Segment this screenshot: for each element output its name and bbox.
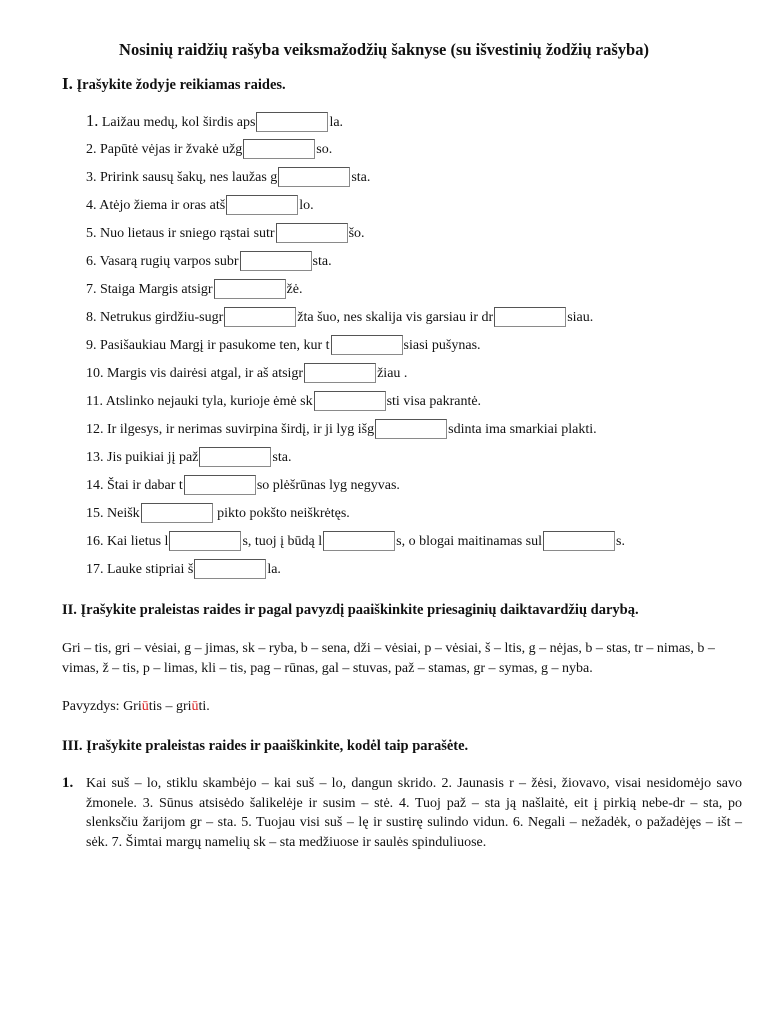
answer-box[interactable] xyxy=(224,307,296,327)
exercise-text: žė. xyxy=(286,282,303,297)
section-2-example xyxy=(62,697,742,717)
answer-box[interactable] xyxy=(240,251,312,271)
answer-box[interactable] xyxy=(184,475,256,495)
example-highlight: ū xyxy=(141,699,149,714)
exercise-text: siasi pušynas. xyxy=(403,338,481,353)
exercise-number: 11. xyxy=(86,394,103,409)
page-title: Nosinių raidžių rašyba veiksmažodžių šaknyse (su išvestinių žodžių rašyba) xyxy=(119,40,649,59)
answer-box[interactable] xyxy=(278,167,350,187)
exercise-number: 17. xyxy=(86,562,104,577)
exercise-item xyxy=(86,167,370,188)
example-label: Pavyzdys: xyxy=(62,699,124,714)
exercise-text: sdinta ima smarkiai plakti. xyxy=(448,422,597,437)
section-3-text-block xyxy=(62,774,742,852)
exercise-number: 3. xyxy=(86,170,97,185)
exercise-text: Jis puikiai jį paž xyxy=(107,450,199,465)
exercise-number: 1. xyxy=(86,111,99,130)
exercise-number: 7. xyxy=(86,282,97,297)
exercise-text: s. xyxy=(616,534,625,549)
exercise-text: sta. xyxy=(312,254,332,269)
answer-box[interactable] xyxy=(304,363,376,383)
example-highlight: ū xyxy=(191,699,199,714)
section-1-roman: I. xyxy=(62,74,73,93)
exercise-number: 16. xyxy=(86,534,104,549)
exercise-number: 14. xyxy=(86,478,104,493)
exercise-text: pikto pokšto neiškrėtęs. xyxy=(213,506,350,521)
exercise-number: 15. xyxy=(86,506,104,521)
answer-box[interactable] xyxy=(141,503,213,523)
answer-box[interactable] xyxy=(314,391,386,411)
section-2-word-list: Gri – tis, gri – vėsiai, g – jimas, sk – ryba, b – sena, dži – vėsiai, p – vėsiai, š – ltis, g – nėjas, b – stas, tr – nimas, b – vimas, ž – tis, p – limas, kli – tis, pag – rūnas, gal – stuvas, paž – stamas, gr – symas, g – nyba. xyxy=(62,641,715,676)
exercise-text: Netrukus girdžiu-sugr xyxy=(100,310,224,325)
exercise-number: 9. xyxy=(86,338,97,353)
exercise-item xyxy=(86,223,365,244)
exercise-item xyxy=(86,111,343,133)
exercise-number: 10. xyxy=(86,366,104,381)
answer-box[interactable] xyxy=(169,531,241,551)
exercise-text: Štai ir dabar t xyxy=(107,478,183,493)
exercise-number: 6. xyxy=(86,254,97,269)
exercise-text: so. xyxy=(316,142,333,157)
example-part: tis – gri xyxy=(148,699,192,714)
answer-box[interactable] xyxy=(226,195,298,215)
answer-box[interactable] xyxy=(543,531,615,551)
exercise-text: žta šuo, nes skalija vis garsiau ir dr xyxy=(297,310,494,325)
exercise-item xyxy=(86,139,332,160)
answer-box[interactable] xyxy=(276,223,348,243)
exercise-item xyxy=(86,447,291,468)
answer-box[interactable] xyxy=(214,279,286,299)
exercise-number: 8. xyxy=(86,310,97,325)
answer-box[interactable] xyxy=(256,112,328,132)
exercise-item xyxy=(86,279,302,300)
exercise-number: 5. xyxy=(86,226,97,241)
exercise-text: so plėšrūnas lyg negyvas. xyxy=(256,478,400,493)
section-3-text: Kai suš – lo, stiklu skambėjo – kai suš – lo, dangun skrido. 2. Jaunasis r – žėsi, žiovavo, visai nesidomėjo savo žmonele. 3. Sūnus atsisėdo šalikelėje ir susim – stė. 4. Tuoj paž – sta ją našlaitė, eit į pirkią nebe-dr – sta, po slenksčiu žarijom gr – sta. 5. Tuojau visi suš – lę ir sustirę sulindo vidun. 6. Negali – nežadėk, o pažadėjęs – išt – sėk. 7. Šimtai margų namelių sk – sta medžiuose ir saulės spinduliuose. xyxy=(86,776,742,850)
exercise-text: lo. xyxy=(299,198,314,213)
answer-box[interactable] xyxy=(331,335,403,355)
exercise-item xyxy=(86,363,407,384)
answer-box[interactable] xyxy=(375,419,447,439)
exercise-text: siau. xyxy=(567,310,594,325)
exercise-item xyxy=(86,391,481,412)
answer-box[interactable] xyxy=(323,531,395,551)
exercise-text: Prirink sausų šakų, nes laužas g xyxy=(100,170,278,185)
section-3-number: 1. xyxy=(62,775,74,791)
exercise-text: Lauke stipriai š xyxy=(107,562,194,577)
exercise-text: s, tuoj į būdą l xyxy=(242,534,323,549)
exercise-item xyxy=(86,559,281,580)
exercise-text: sti visa pakrantė. xyxy=(386,394,482,409)
exercise-text: žiau . xyxy=(377,366,408,381)
exercise-text: sta. xyxy=(351,170,371,185)
exercise-item xyxy=(86,251,332,272)
exercise-number: 12. xyxy=(86,422,104,437)
exercise-text: Vasarą rugių varpos subr xyxy=(99,254,239,269)
answer-box[interactable] xyxy=(494,307,566,327)
exercise-item xyxy=(86,195,314,216)
example-part: Gri xyxy=(123,699,142,714)
exercise-item xyxy=(86,503,350,524)
exercise-text: Nuo lietaus ir sniego rąstai sutr xyxy=(100,226,275,241)
exercise-text: Pasišaukiau Margį ir pasukome ten, kur t xyxy=(100,338,330,353)
exercise-text: la. xyxy=(329,115,344,130)
section-1-heading xyxy=(62,74,286,94)
exercise-item xyxy=(86,531,625,552)
exercise-text: Margis vis dairėsi atgal, ir aš atsigr xyxy=(107,366,304,381)
section-3-heading: III. Įrašykite praleistas raides ir paaiškinkite, kodėl taip parašėte. xyxy=(62,738,469,754)
exercise-item xyxy=(86,335,481,356)
exercise-text: sta. xyxy=(272,450,292,465)
exercise-item xyxy=(86,475,400,496)
exercise-item xyxy=(86,307,593,328)
exercise-number: 2. xyxy=(86,142,97,157)
exercise-text: la. xyxy=(267,562,281,577)
section-1-instruction: Įrašykite žodyje reikiamas raides. xyxy=(76,77,286,93)
answer-box[interactable] xyxy=(243,139,315,159)
exercise-text: Neišk xyxy=(107,506,140,521)
answer-box[interactable] xyxy=(194,559,266,579)
answer-box[interactable] xyxy=(199,447,271,467)
exercise-text: Staiga Margis atsigr xyxy=(100,282,213,297)
exercise-text: Atėjo žiema ir oras atš xyxy=(99,198,226,213)
exercise-text: s, o blogai maitinamas sul xyxy=(396,534,542,549)
exercise-text: Laižau medų, kol širdis aps xyxy=(101,115,256,130)
exercise-text: šo. xyxy=(348,226,365,241)
exercise-text: Ir ilgesys, ir nerimas suvirpina širdį, ir ji lyg išg xyxy=(107,422,375,437)
exercise-text: Papūtė vėjas ir žvakė užg xyxy=(100,142,243,157)
example-part: ti. xyxy=(198,699,210,714)
exercise-text: Atslinko nejauki tyla, kurioje ėmė sk xyxy=(105,394,313,409)
section-2-heading: II. Įrašykite praleistas raides ir pagal pavyzdį paaiškinkite priesaginių daiktavardžių darybą. xyxy=(62,602,639,618)
exercise-number: 13. xyxy=(86,450,104,465)
exercise-text: Kai lietus l xyxy=(107,534,169,549)
exercise-number: 4. xyxy=(86,198,97,213)
exercise-item xyxy=(86,419,597,440)
